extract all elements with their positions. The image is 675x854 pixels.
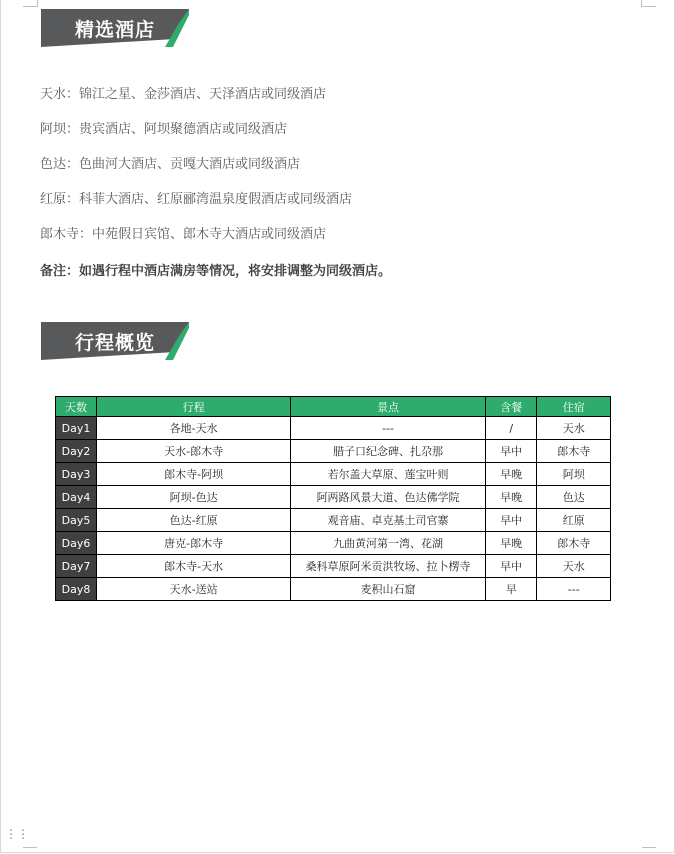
route-cell: 天水-郎木寺 <box>97 440 291 463</box>
lodging-cell: 郎木寺 <box>537 440 611 463</box>
sights-cell: --- <box>291 417 486 440</box>
lodging-cell: 色达 <box>537 486 611 509</box>
crop-mark <box>23 847 37 848</box>
meals-cell: 早 <box>485 578 536 601</box>
sights-cell: 观音庙、卓克基土司官寨 <box>291 509 486 532</box>
route-cell: 唐克-郎木寺 <box>97 532 291 555</box>
lodging-cell: 阿坝 <box>537 463 611 486</box>
meals-cell: 早晚 <box>485 486 536 509</box>
table-row <box>56 463 611 486</box>
route-cell: 色达-红原 <box>97 509 291 532</box>
lodging-cell: 红原 <box>537 509 611 532</box>
hotel-line-aba: 阿坝：贵宾酒店、阿坝聚德酒店或同级酒店 <box>40 122 288 137</box>
sights-cell: 腊子口纪念碑、扎尕那 <box>291 440 486 463</box>
meals-cell: 早晚 <box>485 532 536 555</box>
column-header-meals: 含餐 <box>485 397 536 417</box>
day-cell: Day8 <box>56 578 97 601</box>
hotels-section-header <box>41 9 191 47</box>
itinerary-section-header <box>41 322 191 360</box>
table-row <box>56 440 611 463</box>
route-cell: 郎木寺-天水 <box>97 555 291 578</box>
lodging-cell: 郎木寺 <box>537 532 611 555</box>
meals-cell: 早中 <box>485 555 536 578</box>
day-cell: Day6 <box>56 532 97 555</box>
route-cell: 天水-送站 <box>97 578 291 601</box>
hotel-line-hongyuan: 红原：科菲大酒店、红原郦湾温泉度假酒店或同级酒店 <box>40 192 353 207</box>
itinerary-section-title: 行程概览 <box>75 332 156 354</box>
lodging-cell: 天水 <box>537 555 611 578</box>
lodging-cell: --- <box>537 578 611 601</box>
day-cell: Day4 <box>56 486 97 509</box>
meals-cell: 早晚 <box>485 463 536 486</box>
hotels-section-title: 精选酒店 <box>75 19 156 41</box>
column-header-lodging: 住宿 <box>537 397 611 417</box>
route-cell: 各地-天水 <box>97 417 291 440</box>
table-row <box>56 578 611 601</box>
itinerary-table <box>55 396 611 601</box>
lodging-cell: 天水 <box>537 417 611 440</box>
sights-cell: 阿两路风景大道、色达佛学院 <box>291 486 486 509</box>
table-row <box>56 417 611 440</box>
hotel-line-seda: 色达：色曲河大酒店、贡嘎大酒店或同级酒店 <box>40 157 301 172</box>
sights-cell: 若尔盖大草原、莲宝叶则 <box>291 463 486 486</box>
day-cell: Day2 <box>56 440 97 463</box>
hotel-line-tianshui: 天水：锦江之星、金莎酒店、天泽酒店或同级酒店 <box>40 87 327 102</box>
column-header-days: 天数 <box>56 397 97 417</box>
crop-mark <box>641 0 642 7</box>
route-cell: 郎木寺-阿坝 <box>97 463 291 486</box>
day-cell: Day3 <box>56 463 97 486</box>
table-row <box>56 555 611 578</box>
meals-cell: 早中 <box>485 440 536 463</box>
crop-mark <box>642 6 656 7</box>
sights-cell: 桑科草原阿米贡洪牧场、拉卜楞寺 <box>291 555 486 578</box>
day-cell: Day7 <box>56 555 97 578</box>
day-cell: Day5 <box>56 509 97 532</box>
sights-cell: 麦积山石窟 <box>291 578 486 601</box>
meals-cell: / <box>485 417 536 440</box>
crop-mark <box>642 847 656 848</box>
route-cell: 阿坝-色达 <box>97 486 291 509</box>
day-cell: Day1 <box>56 417 97 440</box>
hotel-note: 备注：如遇行程中酒店满房等情况，将安排调整为同级酒店。 <box>40 264 392 279</box>
hotel-line-langmusi: 郎木寺：中苑假日宾馆、郎木寺大酒店或同级酒店 <box>40 227 327 242</box>
table-row <box>56 532 611 555</box>
meals-cell: 早中 <box>485 509 536 532</box>
table-row <box>56 486 611 509</box>
sights-cell: 九曲黄河第一湾、花湖 <box>291 532 486 555</box>
table-row <box>56 509 611 532</box>
crop-mark <box>37 0 38 7</box>
column-header-sights: 景点 <box>291 397 486 417</box>
table-header-row <box>56 397 611 417</box>
crop-mark <box>23 6 37 7</box>
column-header-route: 行程 <box>97 397 291 417</box>
drag-handle-icon[interactable]: ⋮⋮ <box>5 827 29 841</box>
